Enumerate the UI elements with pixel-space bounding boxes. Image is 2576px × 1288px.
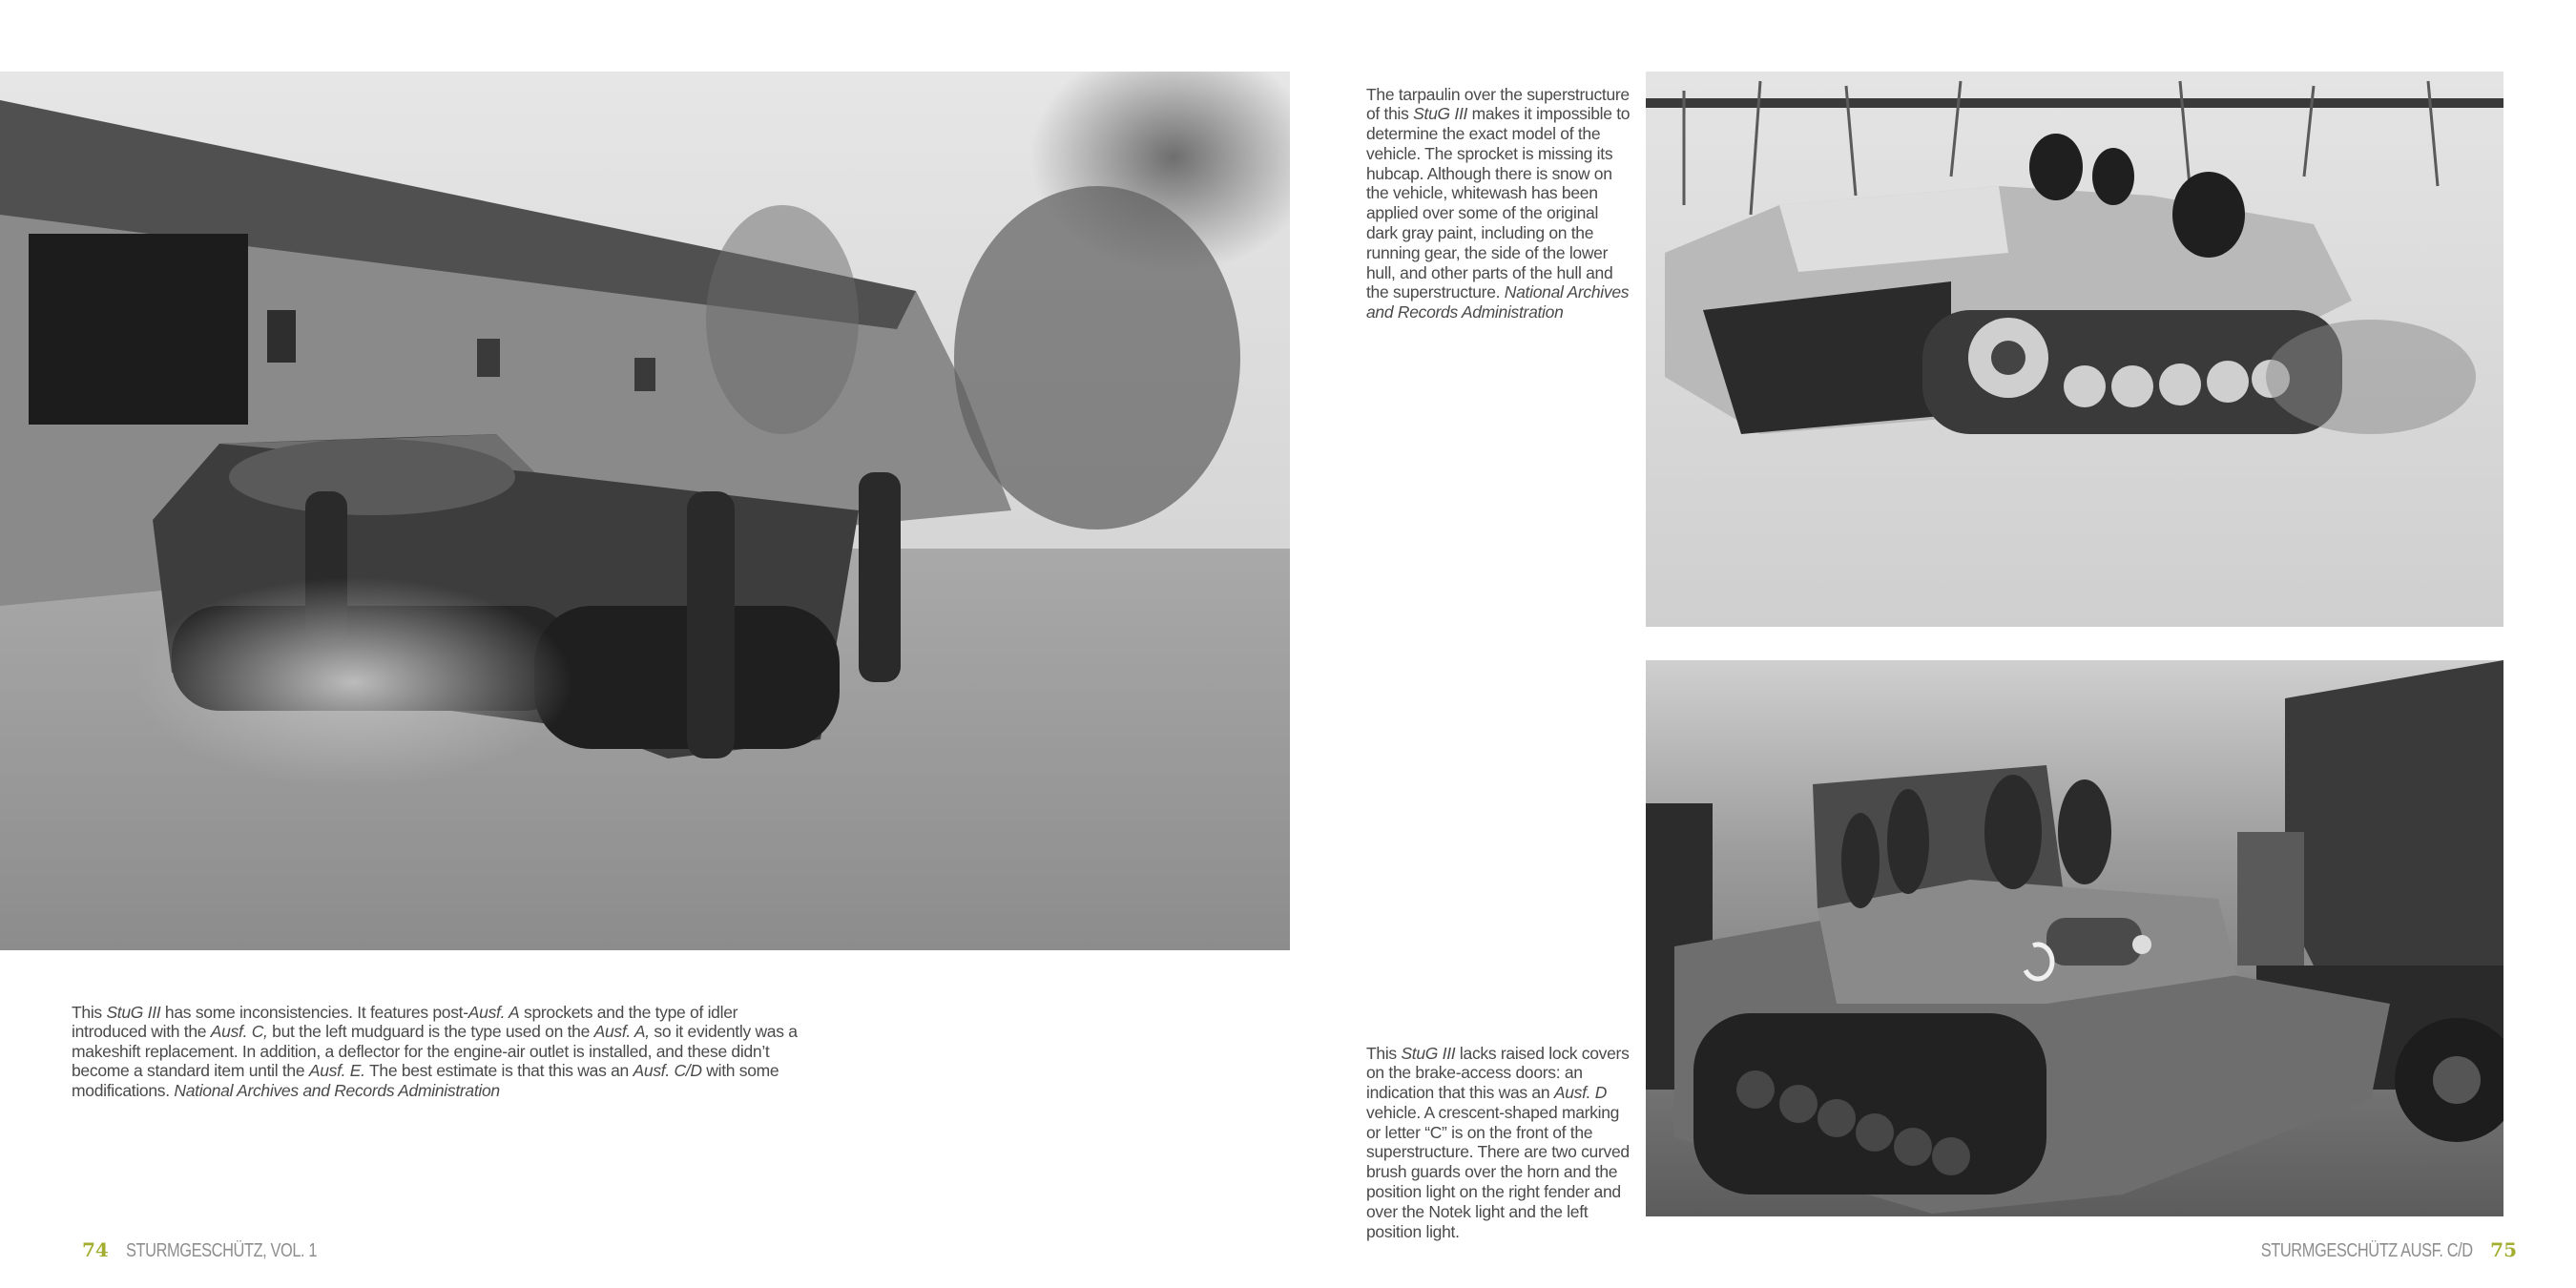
main-photo [0,72,1290,950]
page-number-left: 74 [82,1238,109,1261]
running-title-left: STURMGESCHÜTZ, VOL. 1 [125,1240,317,1261]
bottom-right-photo-image [1646,660,2503,1216]
top-right-photo [1646,72,2503,627]
running-title-right: STURMGESCHÜTZ AUSF. C/D [2261,1240,2474,1261]
bottom-photo-caption: This StuG III lacks raised lock covers on the brake-access doors: an indication that this was an Ausf. D vehicle. A crescent-shaped marking or letter “C” is on the front of the superstructure. There are two curved brush guards over the horn and the position light on the right fender and over the Notek light and the left position light. [1366,1043,1630,1241]
right-page-footer [2214,1238,2517,1262]
main-photo-caption: This StuG III has some inconsistencies. It features post-Ausf. A sprockets and the type of idler introduced with the Ausf. C, but the left mudguard is the type used on the Ausf. A, so it evidently was a makeshift replacement. In addition, a deflector for the engine-air outlet is installed, and these didn’t become a standard item until the Ausf. E. The best estimate is that this was an Ausf. C/D with some modifications. National Archives and Records Administration [72,1002,798,1100]
top-right-photo-image [1646,72,2503,627]
bottom-right-photo [1646,660,2503,1216]
top-photo-caption: The tarpaulin over the superstructure of this StuG III makes it impossible to determine the exact model of the vehicle. The sprocket is missing its hubcap. Although there is snow on the vehicle, whitewash has been applied over some of the original dark gray paint, including on the running gear, the side of the lower hull, and other parts of the hull and the superstructure. National Archives and Records Administration [1366,84,1631,322]
main-photo-image [0,72,1290,950]
page-number-right: 75 [2490,1238,2517,1261]
left-page-footer [82,1238,359,1262]
